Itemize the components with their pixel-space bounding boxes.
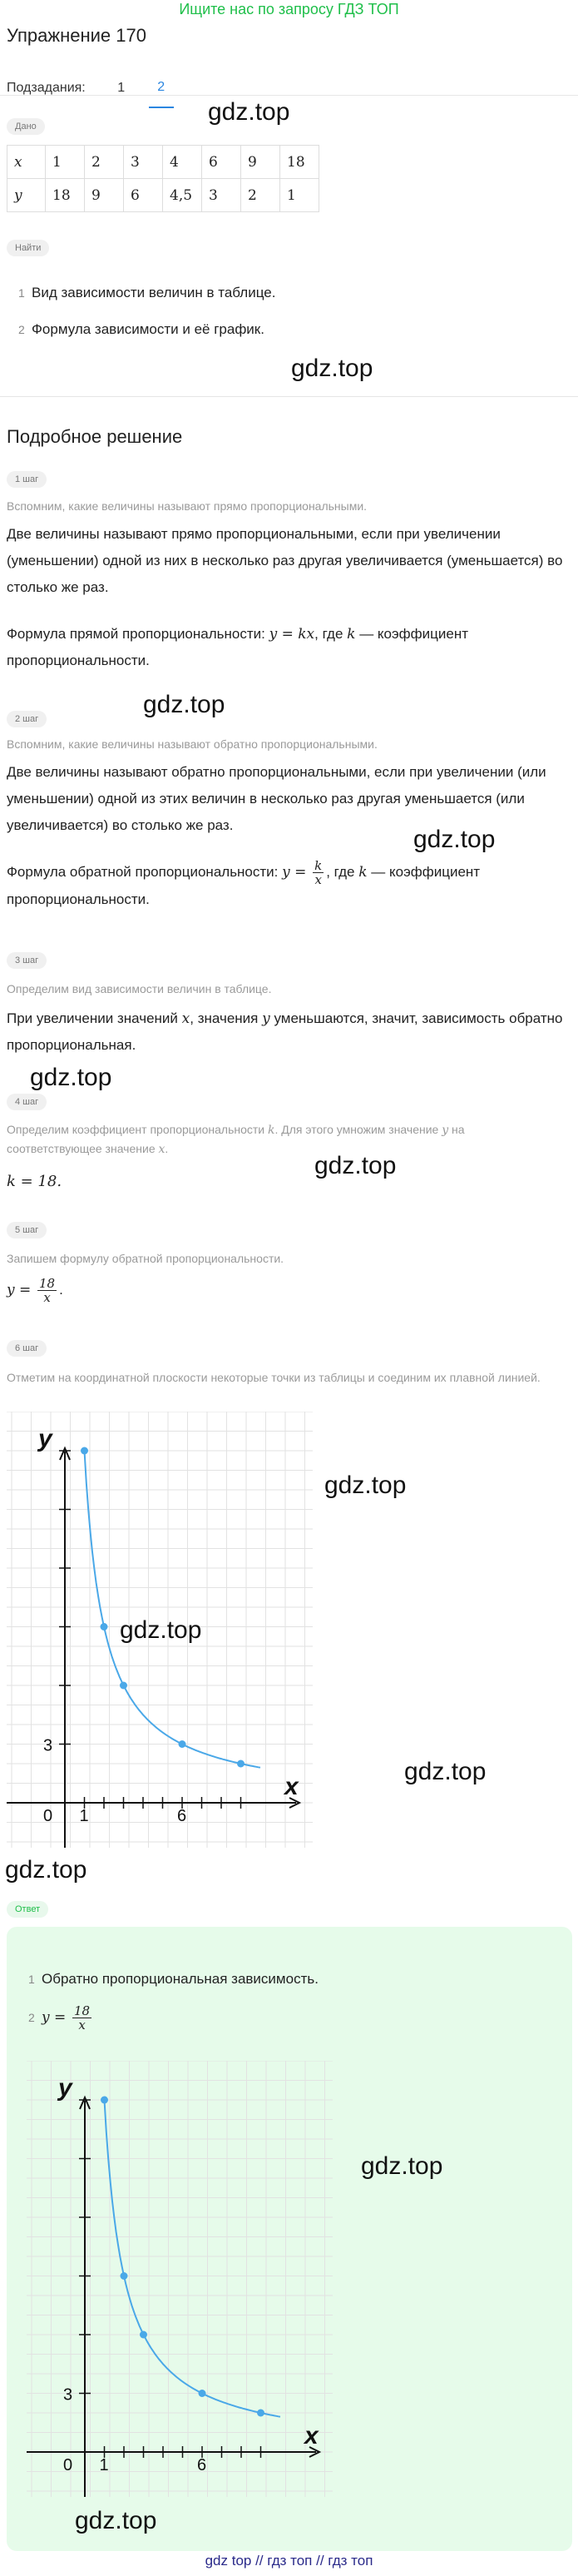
table-cell: 1 xyxy=(280,179,319,212)
watermark: gdz.top xyxy=(314,1152,397,1179)
step-tag: 1 шаг xyxy=(7,471,47,488)
data-point xyxy=(140,2331,147,2339)
step-hint: Вспомним, какие величины называют обратно пропорциональными. xyxy=(7,737,378,751)
x-axis-label: x xyxy=(304,2422,319,2449)
tick-label: 1 xyxy=(79,1807,89,1825)
watermark: gdz.top xyxy=(75,2507,157,2534)
step-text: Две величины называют обратно пропорциональными, если при увеличении (или уменьшении) одной из этих величин в несколько раз другая уменьшается (или увеличивается) во столько же раз. xyxy=(7,764,546,833)
step-tag: 3 шаг xyxy=(7,952,47,969)
step-tag: 2 шаг xyxy=(7,711,47,727)
step-tag: 5 шаг xyxy=(7,1222,47,1238)
given-tag: Дано xyxy=(7,118,45,135)
find-tag: Найти xyxy=(7,240,49,256)
step-tag: 6 шаг xyxy=(7,1340,47,1357)
watermark: gdz.top xyxy=(291,355,373,382)
table-cell: 6 xyxy=(124,179,163,212)
data-point xyxy=(120,1682,127,1690)
watermark: gdz.top xyxy=(30,1064,112,1091)
table-cell: 9 xyxy=(85,179,124,212)
footer-links[interactable]: gdz top // гдз топ // гдз топ xyxy=(205,2553,373,2569)
table-row xyxy=(7,179,319,212)
given-table xyxy=(7,145,319,212)
table-cell: 1 xyxy=(46,146,85,179)
fraction: $\frac{k}{x}$ xyxy=(314,858,323,888)
watermark: gdz.top xyxy=(404,1758,487,1785)
list-item: 1 Обратно пропорциональная зависимость. xyxy=(28,1971,319,1987)
tick-label: 6 xyxy=(177,1807,187,1825)
step-formula: Формула прямой пропорциональности: y = kx, где k — коэффициент пропорциональности. xyxy=(7,626,468,668)
data-point xyxy=(257,2410,264,2417)
solution-heading: Подробное решение xyxy=(7,426,183,447)
list-item: 2 Формула зависимости и её график. xyxy=(18,321,264,337)
step-tag: 4 шаг xyxy=(7,1094,47,1110)
table-cell: 4 xyxy=(163,146,202,179)
step-formula: y = $\frac{18}{x}$ . xyxy=(7,1276,63,1306)
watermark: gdz.top xyxy=(143,691,225,718)
data-point xyxy=(101,1623,108,1630)
tick-label: 0 xyxy=(43,1807,53,1825)
page-title: Упражнение 170 xyxy=(7,25,146,46)
answer-hyperbola-graph xyxy=(27,2061,333,2497)
step-hint: Отметим на координатной плоскости некоторые точки из таблицы и соединим их плавной линией. xyxy=(7,1371,541,1384)
tick-label: 1 xyxy=(99,2456,109,2474)
data-point xyxy=(101,2097,108,2104)
watermark: gdz.top xyxy=(324,1472,407,1499)
data-point xyxy=(199,2390,206,2397)
step-text: При увеличении значений x, значения y уменьшаются, значит, зависимость обратно пропорциональная. xyxy=(7,1010,563,1053)
step-text: Две величины называют прямо пропорциональными, если при увеличении (уменьшении) одной из них в несколько раз другая увеличивается (уменьшается) во столько же раз. xyxy=(7,526,563,595)
divider xyxy=(0,396,578,397)
data-point xyxy=(179,1740,186,1748)
y-axis-label: y xyxy=(38,1425,52,1452)
tab-subtask-1[interactable]: 1 xyxy=(117,81,126,95)
fraction: $\frac{18}{x}$ xyxy=(39,1276,56,1306)
step-formula: Формула обратной пропорциональности: y = $\frac{k}{x}$ , где k — коэффициент пропорциональности. xyxy=(7,858,481,908)
table-cell: 2 xyxy=(85,146,124,179)
table-cell: 4,5 xyxy=(163,179,202,212)
tick-label: 3 xyxy=(63,2385,73,2405)
y-axis-label: y xyxy=(58,2074,72,2102)
step-hint: Вспомним, какие величины называют прямо пропорциональными. xyxy=(7,499,368,513)
answer-tag: Ответ xyxy=(7,1901,48,1918)
fraction: $\frac{18}{x}$ xyxy=(74,2003,91,2033)
subtasks-nav xyxy=(7,68,189,108)
step-hint: Определим вид зависимости величин в таблице. xyxy=(7,982,272,995)
hyperbola-curve xyxy=(85,1451,261,1768)
table-row xyxy=(7,146,319,179)
table-cell: 6 xyxy=(202,146,241,179)
data-point xyxy=(121,2272,128,2280)
divider xyxy=(0,95,578,96)
tick-label: 6 xyxy=(197,2456,207,2474)
table-row-head: y xyxy=(7,179,46,212)
table-cell: 18 xyxy=(46,179,85,212)
step-hint: Запишем формулу обратной пропорциональности. xyxy=(7,1252,284,1265)
list-item: 2 y = $\frac{18}{x}$ xyxy=(28,2003,91,2033)
data-point xyxy=(81,1447,88,1455)
watermark: gdz.top xyxy=(5,1856,87,1884)
tick-label: 3 xyxy=(43,1736,53,1755)
table-cell: 2 xyxy=(241,179,280,212)
table-cell: 3 xyxy=(202,179,241,212)
watermark: gdz.top xyxy=(208,98,290,126)
tab-subtask-2[interactable]: 2 xyxy=(149,80,174,108)
subtasks-label: Подзадания: xyxy=(7,81,86,95)
watermark: gdz.top xyxy=(413,826,496,853)
table-row-head: x xyxy=(7,146,46,179)
list-item: 1 Вид зависимости величин в таблице. xyxy=(18,285,276,300)
x-axis-label: x xyxy=(284,1773,299,1800)
hyperbola-curve xyxy=(105,2100,281,2417)
watermark: gdz.top xyxy=(361,2152,443,2180)
table-cell: 18 xyxy=(280,146,319,179)
table-cell: 3 xyxy=(124,146,163,179)
step-result: k = 18. xyxy=(7,1173,62,1190)
watermark: gdz.top xyxy=(120,1616,202,1644)
tick-label: 0 xyxy=(63,2456,73,2474)
top-search-note[interactable]: Ищите нас по запросу ГДЗ ТОП xyxy=(179,1,399,17)
data-point xyxy=(237,1760,245,1768)
step-hint: Определим коэффициент пропорциональности k. Для этого умножим значение y на соответствующее значение x. xyxy=(7,1123,465,1156)
table-cell: 9 xyxy=(241,146,280,179)
